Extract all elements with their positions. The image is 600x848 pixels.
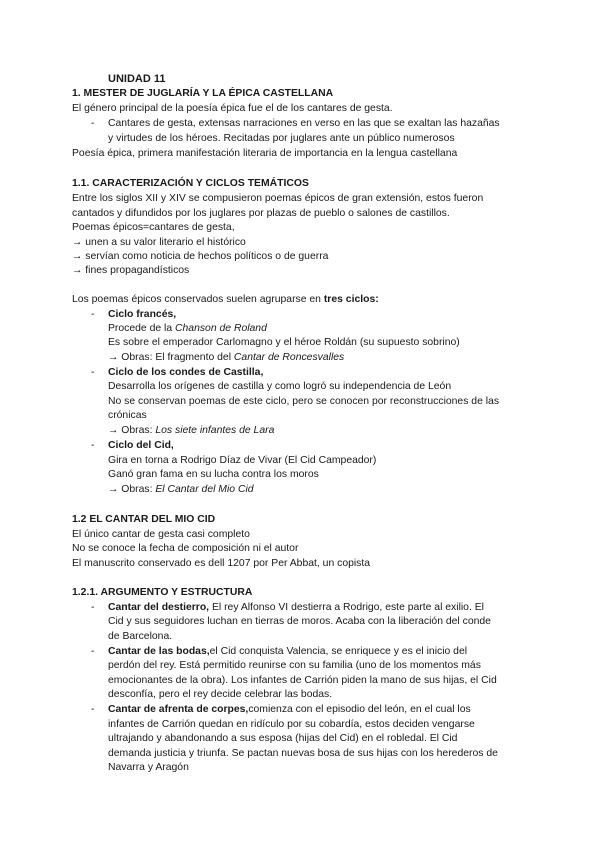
bullet-dash: - bbox=[91, 118, 95, 129]
cycle-castilla-works-label: → Obras: bbox=[108, 425, 156, 436]
cantar-afrenta-line-3: ultrajando y abandonando a sus esposa (hijas del Cid) en el robledal. El Cid bbox=[108, 733, 458, 744]
section-1-bullet-line-2: y virtudes de los héroes. Recitadas por juglares ante un público numerosos bbox=[108, 133, 455, 144]
cycle-french-works bbox=[108, 351, 344, 365]
cantar-bodas-line-2: perdón del rey. Está permitido reunirse con su familia (uno de los momentos más bbox=[108, 660, 481, 671]
cantar-afrenta-title: Cantar de afrenta de corpes, bbox=[108, 704, 249, 715]
cycle-castilla-title: Ciclo de los condes de Castilla, bbox=[108, 367, 264, 378]
section-1-2-line-2: No se conoce la fecha de composición ni el autor bbox=[72, 543, 299, 554]
cantar-afrenta-text: comienza con el episodio del león, en el cual los bbox=[248, 704, 471, 715]
cantar-de-roncesvalles-title: Cantar de Roncesvalles bbox=[233, 352, 345, 363]
cantar-bodas-line-4: desconfía, pero el rey decide celebrar las bodas. bbox=[108, 689, 333, 700]
arrow-item-2: → servían como noticia de hechos políticos o de guerra bbox=[72, 251, 329, 262]
cantar-afrenta-line-2: infantes de Carrión quedan en ridículo por su cobardía, estos deciden vengarse bbox=[108, 719, 475, 730]
cantar-destierro-line-3: de Barcelona. bbox=[108, 631, 173, 642]
cantar-destierro-title: Cantar del destierro, bbox=[108, 602, 210, 613]
cantar-afrenta-line-4: demanda justicia y triunfa. Se pactan nuevas bosa de sus hijas con los herederos de bbox=[108, 748, 498, 759]
section-1-closing: Poesía épica, primera manifestación literaria de importancia en la lengua castellana bbox=[72, 148, 458, 159]
bullet-dash: - bbox=[91, 646, 95, 657]
cycle-castilla-line-1: Desarrolla los orígenes de castilla y como logró su independencia de León bbox=[108, 381, 452, 392]
cantar-destierro-text: El rey Alfonso VI destierra a Rodrigo, este parte al exilio. El bbox=[209, 602, 484, 613]
cycle-cid-works-label: → Obras: bbox=[108, 484, 156, 495]
cycle-castilla-line-2: No se conservan poemas de este ciclo, pero se conocen por reconstrucciones de las bbox=[108, 396, 500, 407]
section-1-bullet-line-1: Cantares de gesta, extensas narraciones en verso en las que se exaltan las hazañas bbox=[108, 118, 500, 129]
bullet-dash: - bbox=[91, 440, 95, 451]
section-1-2-heading: 1.2 EL CANTAR DEL MIO CID bbox=[72, 514, 216, 525]
cycle-french-title: Ciclo francés, bbox=[108, 309, 177, 320]
section-1-1-paragraph-line-2: cantados y difundidos por los juglares por plazas de pueblo o salones de castillos. bbox=[72, 208, 450, 219]
bullet-dash: - bbox=[91, 602, 95, 613]
bullet-dash: - bbox=[91, 367, 95, 378]
cycle-cid-title: Ciclo del Cid, bbox=[108, 440, 174, 451]
cycles-intro-bold: tres ciclos: bbox=[323, 294, 379, 305]
cycles-intro bbox=[72, 293, 379, 307]
cycle-castilla-works bbox=[108, 424, 274, 438]
cantar-mio-cid-title: El Cantar del Mio Cid bbox=[155, 484, 254, 495]
cycle-cid-line-2: Ganó gran fama en su lucha contra los moros bbox=[108, 469, 319, 480]
section-1-1-paragraph-line-1: Entre los siglos XII y XIV se compusieron poemas épicos de gran extensión, estos fueron bbox=[72, 193, 484, 204]
section-1-2-1-heading: 1.2.1. ARGUMENTO Y ESTRUCTURA bbox=[72, 587, 253, 598]
cantar-bodas-line-3: emocionantes de la obra). Los infantes de Carrión piden la mano de sus hijas, el Cid bbox=[108, 675, 497, 686]
cantar-afrenta-line-5: Navarra y Aragón bbox=[108, 762, 189, 773]
section-1-intro: El género principal de la poesía épica fue el de los cantares de gesta. bbox=[72, 103, 393, 114]
unit-title: UNIDAD 11 bbox=[108, 73, 166, 85]
section-1-1-heading: 1.1. CARACTERIZACIÓN Y CICLOS TEMÁTICOS bbox=[72, 178, 309, 189]
cantar-bodas-text: el Cid conquista Valencia, se enriquece y es el inicio del bbox=[209, 646, 468, 657]
section-1-2-line-1: El único cantar de gesta casi completo bbox=[72, 529, 250, 540]
cantar-destierro-line-1 bbox=[108, 601, 484, 615]
cycle-castilla-line-3: crónicas bbox=[108, 410, 147, 421]
cycle-french-line-1-text: Procede de la bbox=[108, 323, 176, 334]
cantar-afrenta-line-1 bbox=[108, 703, 471, 717]
cantar-bodas-line-1 bbox=[108, 645, 467, 659]
cycles-intro-text: Los poemas épicos conservados suelen agruparse en bbox=[72, 294, 324, 305]
arrow-item-3: → fines propagandísticos bbox=[72, 265, 190, 276]
cantar-bodas-title: Cantar de las bodas, bbox=[108, 646, 210, 657]
cantar-destierro-line-2: Cid y sus seguidores luchan en tierras de moros. Acaba con la liberación del conde bbox=[108, 616, 491, 627]
cycle-french-line-2: Es sobre el emperador Carlomagno y el héroe Roldán (su supuesto sobrino) bbox=[108, 337, 460, 348]
arrow-item-1: → unen a su valor literario el histórico bbox=[72, 237, 246, 248]
section-1-2-line-3: El manuscrito conservado es dell 1207 por Per Abbat, un copista bbox=[72, 558, 371, 569]
chanson-de-roland-title: Chanson de Roland bbox=[175, 323, 267, 334]
bullet-dash: - bbox=[91, 309, 95, 320]
bullet-dash: - bbox=[91, 704, 95, 715]
cycle-french-works-label: → Obras: El fragmento del bbox=[108, 352, 234, 363]
siete-infantes-title: Los siete infantes de Lara bbox=[155, 425, 275, 436]
cycle-cid-works bbox=[108, 483, 254, 497]
cycle-french-line-1 bbox=[108, 322, 267, 336]
cycle-cid-line-1: Gira en torna a Rodrigo Díaz de Vivar (El Cid Campeador) bbox=[108, 455, 377, 466]
section-1-heading: 1. MESTER DE JUGLARÍA Y LA ÉPICA CASTELLANA bbox=[72, 88, 334, 99]
section-1-1-paragraph-line-3: Poemas épicos=cantares de gesta, bbox=[72, 222, 235, 233]
